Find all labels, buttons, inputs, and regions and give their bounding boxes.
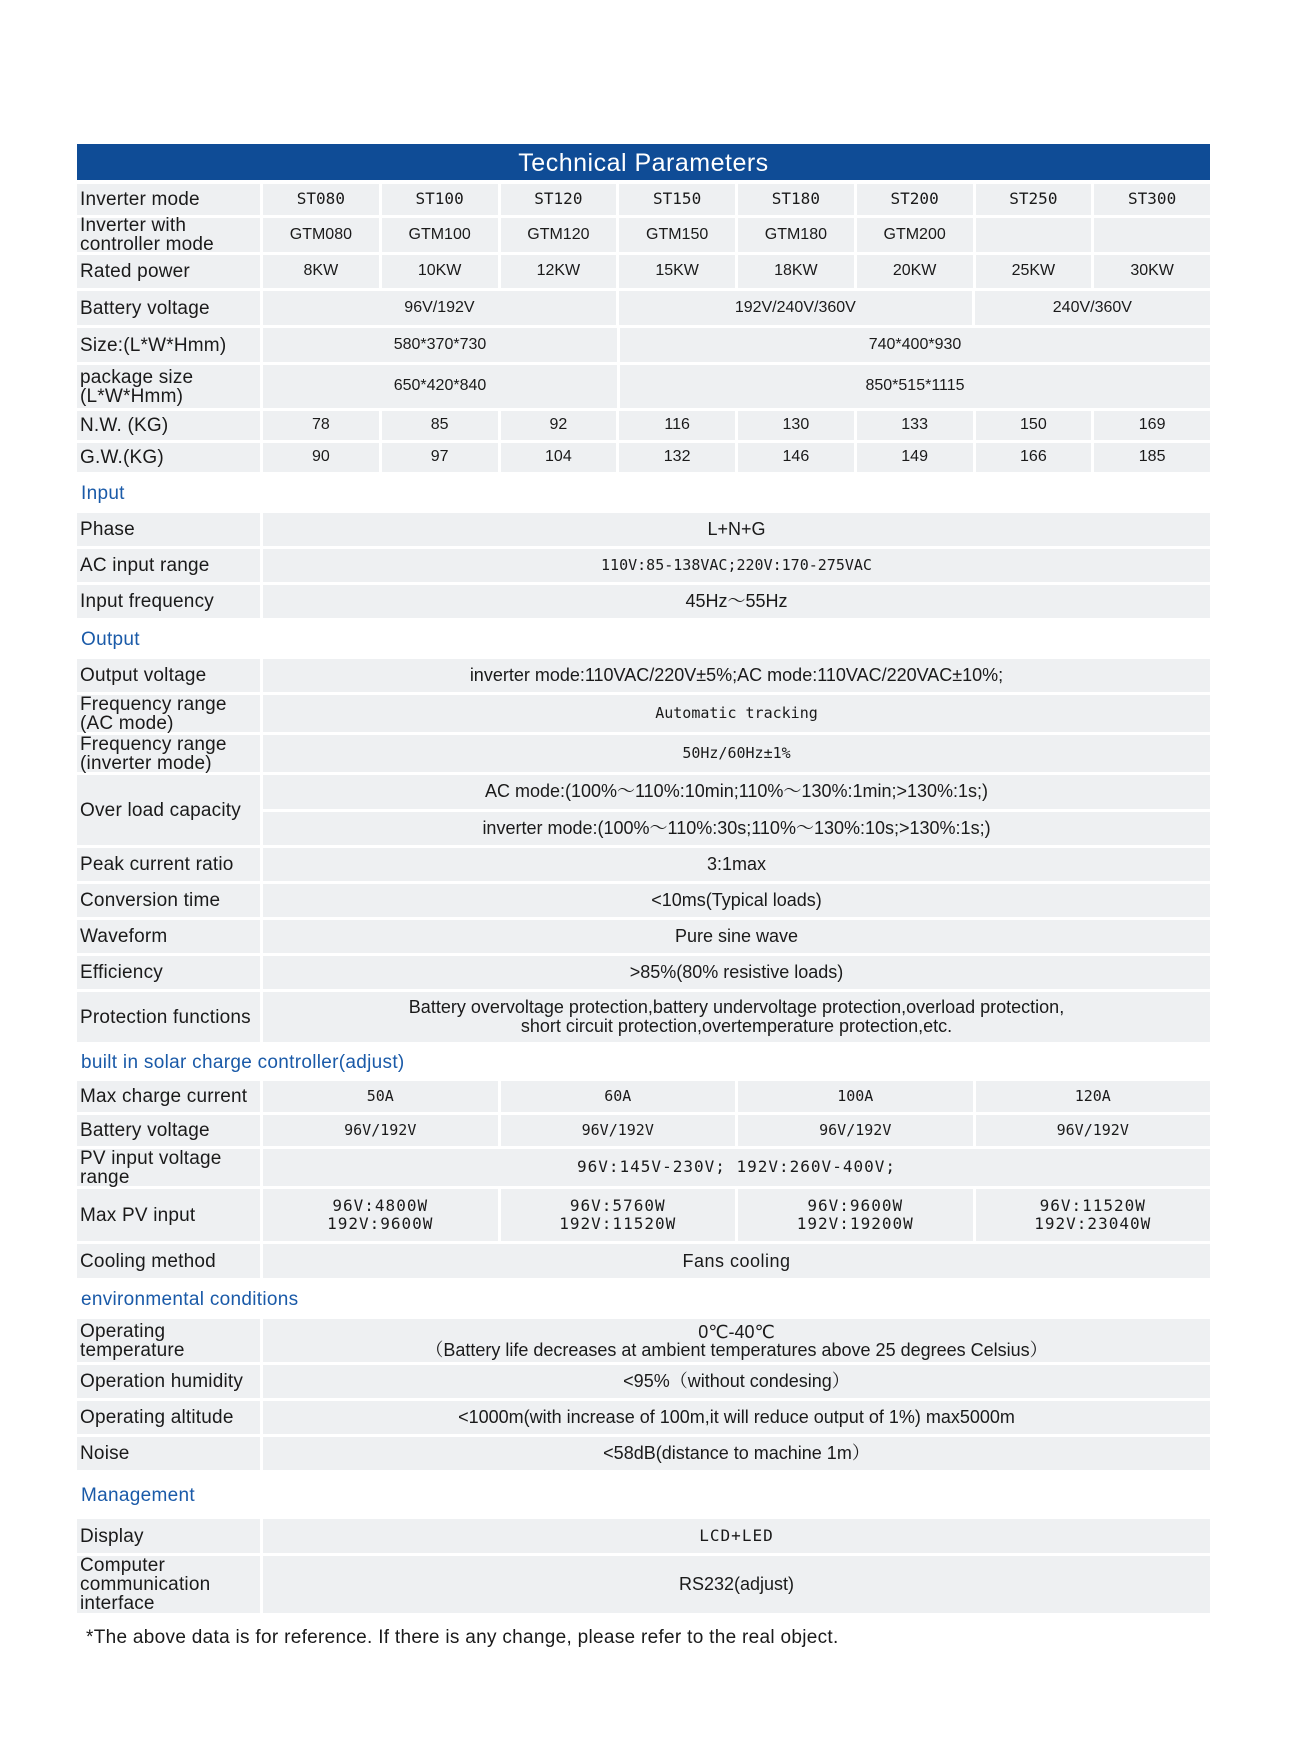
row-label: Input frequency [77, 585, 260, 618]
weight-cell: 149 [857, 443, 973, 472]
value-cell: 50Hz/60Hz±1% [263, 735, 1210, 772]
weight-cell: 166 [976, 443, 1092, 472]
weight-cell: 85 [382, 411, 498, 440]
row-conversion-time [77, 884, 1210, 917]
value-cell: 3:1max [263, 848, 1210, 881]
size-cell: 580*370*730 [263, 328, 617, 362]
value-cell: RS232(adjust) [263, 1556, 1210, 1613]
controller-cell: GTM100 [382, 218, 498, 252]
weight-cell: 92 [501, 411, 617, 440]
value-cell: 96V:145V-230V; 192V:260V-400V; [263, 1149, 1210, 1186]
row-max-charge-current [77, 1081, 1210, 1112]
model-cell: ST120 [501, 184, 617, 215]
value-cell [738, 1189, 973, 1241]
row-label: Computer communication interface [77, 1556, 260, 1613]
row-label: Frequency range (AC mode) [77, 695, 260, 732]
protection-line-1: Battery overvoltage protection,battery undervoltage protection,overload protection, [408, 997, 1065, 1018]
row-input-frequency [77, 585, 1210, 618]
row-efficiency [77, 956, 1210, 989]
battery-voltage-cell: 240V/360V [975, 291, 1210, 325]
row-ac-input-range [77, 549, 1210, 582]
power-cell: 12KW [501, 255, 617, 288]
model-cell: ST250 [976, 184, 1092, 215]
weight-cell: 132 [619, 443, 735, 472]
package-size-cell: 850*515*1115 [620, 365, 1210, 408]
row-label: Max charge current [77, 1081, 260, 1112]
row-pv-input-range [77, 1149, 1210, 1186]
value-cell: 120A [976, 1081, 1211, 1112]
model-cell: ST150 [619, 184, 735, 215]
power-cell: 10KW [382, 255, 498, 288]
package-size-cell: 650*420*840 [263, 365, 617, 408]
value-cell: 96V/192V [976, 1115, 1211, 1146]
weight-cell: 133 [857, 411, 973, 440]
row-label: Peak current ratio [77, 848, 260, 881]
row-label: Waveform [77, 920, 260, 953]
value-cell: 96V/192V [263, 1115, 498, 1146]
row-label: package size (L*W*Hmm) [77, 365, 260, 408]
size-cell: 740*400*930 [620, 328, 1210, 362]
row-inverter-mode [77, 184, 1210, 215]
value-cell: Automatic tracking [263, 695, 1210, 732]
power-cell: 20KW [857, 255, 973, 288]
row-package-size [77, 365, 1210, 408]
model-cell: ST200 [857, 184, 973, 215]
weight-cell: 104 [501, 443, 617, 472]
row-label: Inverter with controller mode [77, 218, 260, 252]
row-frequency-ac [77, 695, 1210, 732]
section-heading-input: Input [81, 483, 125, 504]
weight-cell: 97 [382, 443, 498, 472]
model-cell: ST100 [382, 184, 498, 215]
section-heading-solar: built in solar charge controller(adjust) [81, 1052, 405, 1073]
row-cooling [77, 1244, 1210, 1278]
weight-cell: 116 [619, 411, 735, 440]
row-label: AC input range [77, 549, 260, 582]
weight-cell: 130 [738, 411, 854, 440]
row-label: Operating temperature [77, 1319, 260, 1362]
row-frequency-inverter [77, 735, 1210, 772]
temperature-range: 0℃-40℃ [698, 1321, 775, 1342]
row-over-load [77, 775, 1210, 845]
row-label: Battery voltage [77, 291, 260, 325]
row-label: Inverter mode [77, 184, 260, 215]
value-cell: L+N+G [263, 513, 1210, 546]
row-controller-mode [77, 215, 1210, 255]
row-phase [77, 513, 1210, 546]
value-cell [501, 1189, 736, 1241]
value-cell: 110V:85-138VAC;220V:170-275VAC [263, 549, 1210, 582]
value-cell [263, 1319, 1210, 1362]
value-cell: inverter mode:110VAC/220V±5%;AC mode:110VAC/220VAC±10%; [263, 659, 1210, 692]
row-label: Frequency range (inverter mode) [77, 735, 260, 772]
value-cell [976, 1189, 1211, 1241]
row-waveform [77, 920, 1210, 953]
overload-inverter-cell: inverter mode:(100%～110%:30s;110%～130%:10s;>130%:1s;) [263, 812, 1210, 846]
row-noise [77, 1437, 1210, 1470]
weight-cell: 146 [738, 443, 854, 472]
controller-cell: GTM080 [263, 218, 379, 252]
power-cell: 15KW [619, 255, 735, 288]
protection-line-2: short circuit protection,overtemperature protection,etc. [520, 1016, 953, 1036]
row-humidity [77, 1365, 1210, 1398]
pv-192v: 192V:9600W [327, 1214, 434, 1233]
controller-cell: GTM200 [857, 218, 973, 252]
temperature-note: （Battery life decreases at ambient temperatures above 25 degrees Celsius） [425, 1339, 1048, 1360]
power-cell: 18KW [738, 255, 854, 288]
row-label: Battery voltage [77, 1115, 260, 1146]
row-label: Output voltage [77, 659, 260, 692]
value-cell: LCD+LED [263, 1519, 1210, 1553]
row-label: Display [77, 1519, 260, 1553]
row-label: Protection functions [77, 992, 260, 1042]
power-cell: 8KW [263, 255, 379, 288]
value-cell: 50A [263, 1081, 498, 1112]
row-max-pv-input [77, 1189, 1210, 1241]
row-label: G.W.(KG) [77, 443, 260, 472]
row-label: Efficiency [77, 956, 260, 989]
row-label: Rated power [77, 255, 260, 288]
row-solar-battery-voltage [77, 1115, 1210, 1146]
pv-192v: 192V:19200W [796, 1214, 914, 1233]
row-label: N.W. (KG) [77, 411, 260, 440]
row-rated-power [77, 255, 1210, 288]
value-cell [263, 1189, 498, 1241]
weight-cell: 150 [976, 411, 1092, 440]
battery-voltage-cell: 96V/192V [263, 291, 616, 325]
pv-96v: 96V:4800W [332, 1195, 429, 1215]
weight-cell: 185 [1094, 443, 1210, 472]
row-peak-current [77, 848, 1210, 881]
section-heading-management: Management [81, 1485, 195, 1506]
row-operating-temperature [77, 1319, 1210, 1362]
power-cell: 25KW [976, 255, 1092, 288]
pv-192v: 192V:11520W [559, 1214, 677, 1233]
controller-cell [976, 218, 1092, 252]
model-cell: ST180 [738, 184, 854, 215]
row-altitude [77, 1401, 1210, 1434]
row-label: PV input voltage range [77, 1149, 260, 1186]
power-cell: 30KW [1094, 255, 1210, 288]
row-size [77, 328, 1210, 362]
pv-96v: 96V:5760W [569, 1195, 666, 1215]
value-cell: 45Hz～55Hz [263, 585, 1210, 618]
row-communication [77, 1556, 1210, 1613]
weight-cell: 169 [1094, 411, 1210, 440]
row-display [77, 1519, 1210, 1553]
row-output-voltage [77, 659, 1210, 692]
value-cell: <10ms(Typical loads) [263, 884, 1210, 917]
spec-sheet [77, 144, 1210, 1649]
value-cell [263, 992, 1210, 1042]
row-label: Phase [77, 513, 260, 546]
row-protection [77, 992, 1210, 1042]
controller-cell: GTM120 [501, 218, 617, 252]
row-label: Operating altitude [77, 1401, 260, 1434]
model-cell: ST300 [1094, 184, 1210, 215]
row-battery-voltage [77, 291, 1210, 325]
battery-voltage-cell: 192V/240V/360V [619, 291, 972, 325]
value-cell: <1000m(with increase of 100m,it will reduce output of 1%) max5000m [263, 1401, 1210, 1434]
controller-cell: GTM180 [738, 218, 854, 252]
value-cell: <58dB(distance to machine 1m） [263, 1437, 1210, 1470]
row-label: Conversion time [77, 884, 260, 917]
footnote: *The above data is for reference. If there is any change, please refer to the real object. [86, 1627, 839, 1648]
pv-96v: 96V:9600W [807, 1195, 904, 1215]
pv-192v: 192V:23040W [1034, 1214, 1152, 1233]
table-title: Technical Parameters [77, 144, 1210, 180]
row-label: Max PV input [77, 1189, 260, 1241]
value-cell: 60A [501, 1081, 736, 1112]
weight-cell: 90 [263, 443, 379, 472]
value-cell: >85%(80% resistive loads) [263, 956, 1210, 989]
row-label: Cooling method [77, 1244, 260, 1278]
value-cell: Pure sine wave [263, 920, 1210, 953]
pv-96v: 96V:11520W [1039, 1195, 1146, 1215]
overload-ac-cell: AC mode:(100%～110%:10min;110%～130%:1min;>130%:1s;) [263, 775, 1210, 809]
section-heading-environment: environmental conditions [81, 1289, 299, 1310]
row-label: Size:(L*W*Hmm) [77, 328, 260, 362]
value-cell: 100A [738, 1081, 973, 1112]
section-heading-output: Output [81, 629, 140, 650]
row-label: Noise [77, 1437, 260, 1470]
row-label: Operation humidity [77, 1365, 260, 1398]
row-net-weight [77, 411, 1210, 440]
row-label: Over load capacity [77, 775, 260, 845]
value-cell: Fans cooling [263, 1244, 1210, 1278]
value-cell: <95%（without condesing） [263, 1365, 1210, 1398]
value-cell: 96V/192V [738, 1115, 973, 1146]
value-cell: 96V/192V [501, 1115, 736, 1146]
model-cell: ST080 [263, 184, 379, 215]
controller-cell: GTM150 [619, 218, 735, 252]
controller-cell [1094, 218, 1210, 252]
weight-cell: 78 [263, 411, 379, 440]
row-gross-weight [77, 443, 1210, 472]
